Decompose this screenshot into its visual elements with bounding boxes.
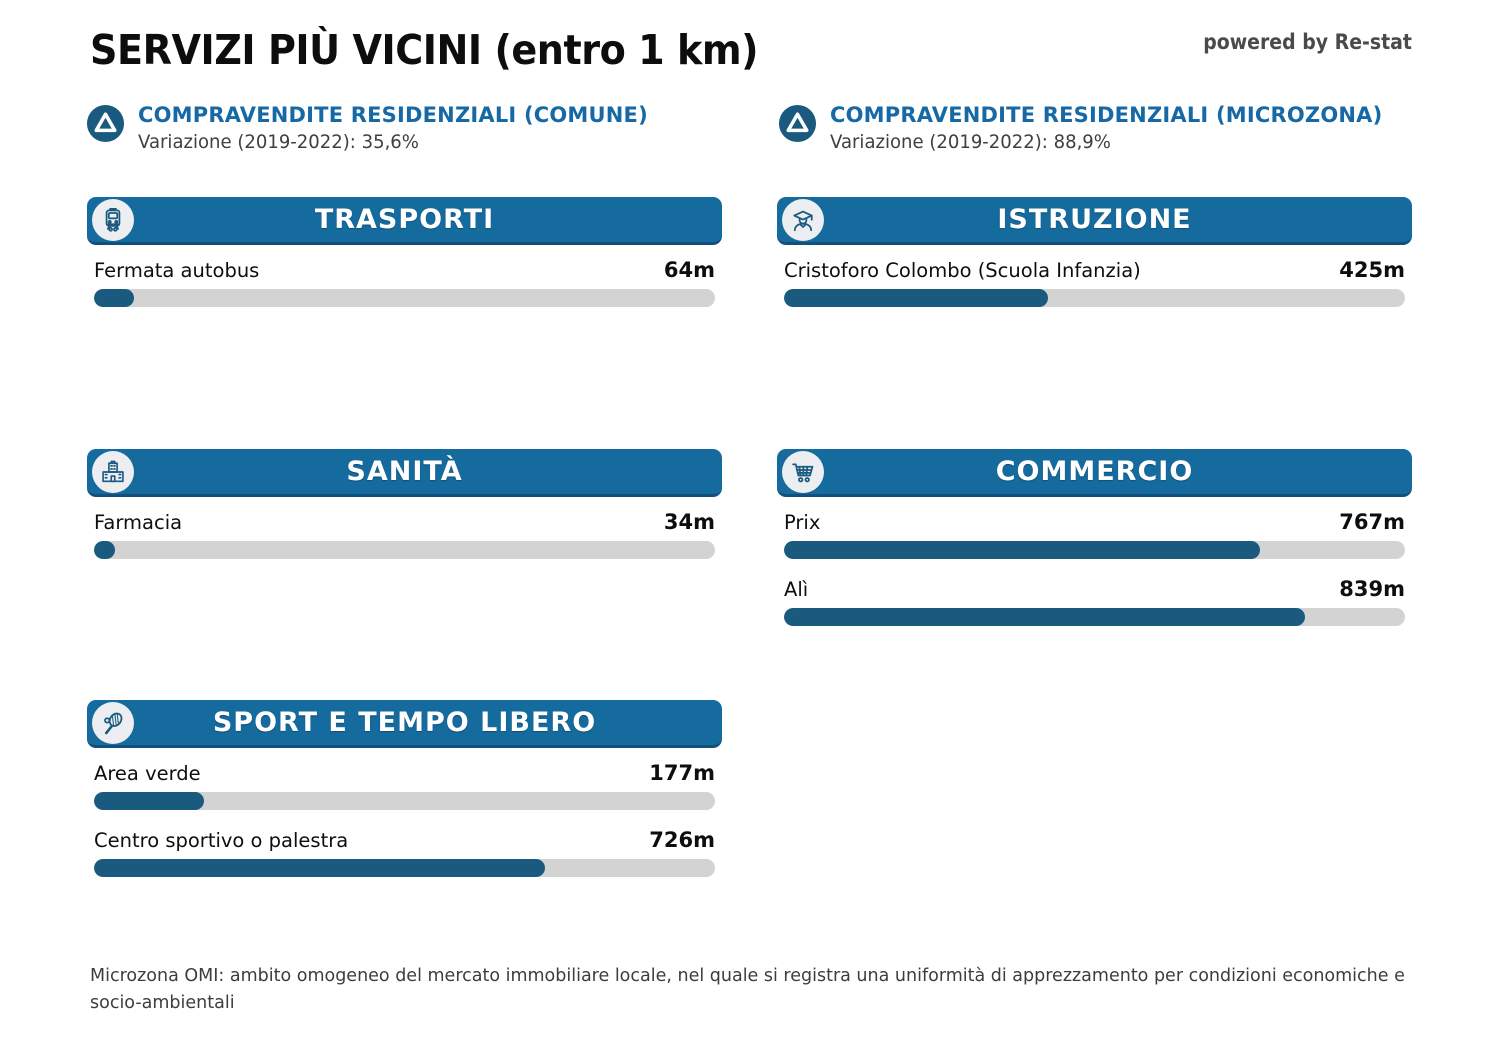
- stat-label: COMPRAVENDITE RESIDENZIALI (MICROZONA): [830, 103, 1383, 127]
- section-header: [87, 197, 722, 245]
- distance-bar-track: [94, 859, 715, 877]
- service-distance: 726m: [649, 828, 715, 852]
- stat-compravendite-comune: [87, 103, 648, 153]
- service-distance: 767m: [1339, 510, 1405, 534]
- service-name: Cristoforo Colombo (Scuola Infanzia): [784, 259, 1141, 282]
- section-header: [777, 197, 1412, 245]
- service-row: [94, 510, 715, 559]
- section-header: [87, 700, 722, 748]
- distance-bar-track: [94, 792, 715, 810]
- section-header: [777, 449, 1412, 497]
- hospital-icon: [92, 451, 134, 493]
- service-name: Prix: [784, 511, 821, 534]
- section-title: TRASPORTI: [314, 204, 495, 235]
- service-row: [784, 510, 1405, 559]
- cart-icon: [782, 451, 824, 493]
- service-name: Alì: [784, 578, 809, 601]
- section-title: ISTRUZIONE: [997, 204, 1192, 235]
- distance-bar-fill: [94, 289, 134, 307]
- section-title: COMMERCIO: [995, 456, 1194, 487]
- stat-variation: Variazione (2019-2022): 88,9%: [830, 131, 1111, 153]
- service-row: [94, 828, 715, 877]
- distance-bar-track: [784, 541, 1405, 559]
- distance-bar-fill: [784, 608, 1305, 626]
- distance-bar-fill: [94, 859, 545, 877]
- distance-bar-fill: [94, 541, 115, 559]
- graduate-icon: [782, 199, 824, 241]
- distance-bar-fill: [94, 792, 204, 810]
- service-name: Farmacia: [94, 511, 183, 534]
- stat-compravendite-microzona: [779, 103, 1382, 153]
- section-sanita: [87, 449, 722, 559]
- microzona-footnote: Microzona OMI: ambito omogeneo del mercato immobiliare locale, nel quale si registra una uniformità di apprezzamento per condizioni economiche e socio-ambientali: [90, 966, 1405, 1014]
- stat-label: COMPRAVENDITE RESIDENZIALI (COMUNE): [138, 103, 648, 127]
- stat-variation: Variazione (2019-2022): 35,6%: [138, 131, 419, 153]
- distance-bar-track: [94, 289, 715, 307]
- triangle-up-icon: [87, 105, 124, 142]
- section-trasporti: [87, 197, 722, 307]
- service-row: [784, 258, 1405, 307]
- service-distance: 64m: [663, 258, 715, 282]
- service-distance: 839m: [1339, 577, 1405, 601]
- bus-icon: [92, 199, 134, 241]
- service-name: Area verde: [94, 762, 201, 785]
- distance-bar-track: [94, 541, 715, 559]
- service-row: [784, 577, 1405, 626]
- section-title: SANITÀ: [346, 456, 463, 487]
- section-commercio: [777, 449, 1412, 626]
- powered-by-label: powered by Re-stat: [1203, 30, 1412, 54]
- service-distance: 34m: [663, 510, 715, 534]
- service-name: Fermata autobus: [94, 259, 260, 282]
- service-name: Centro sportivo o palestra: [94, 829, 349, 852]
- service-distance: 425m: [1339, 258, 1405, 282]
- section-header: [87, 449, 722, 497]
- section-sport-tempo-libero: [87, 700, 722, 877]
- distance-bar-fill: [784, 541, 1260, 559]
- triangle-up-icon: [779, 105, 816, 142]
- distance-bar-fill: [784, 289, 1048, 307]
- distance-bar-track: [784, 608, 1405, 626]
- distance-bar-track: [784, 289, 1405, 307]
- racket-icon: [92, 702, 134, 744]
- section-istruzione: [777, 197, 1412, 307]
- service-row: [94, 761, 715, 810]
- service-distance: 177m: [649, 761, 715, 785]
- section-title: SPORT E TEMPO LIBERO: [212, 707, 597, 738]
- service-row: [94, 258, 715, 307]
- page-title: SERVIZI PIÙ VICINI (entro 1 km): [90, 26, 759, 74]
